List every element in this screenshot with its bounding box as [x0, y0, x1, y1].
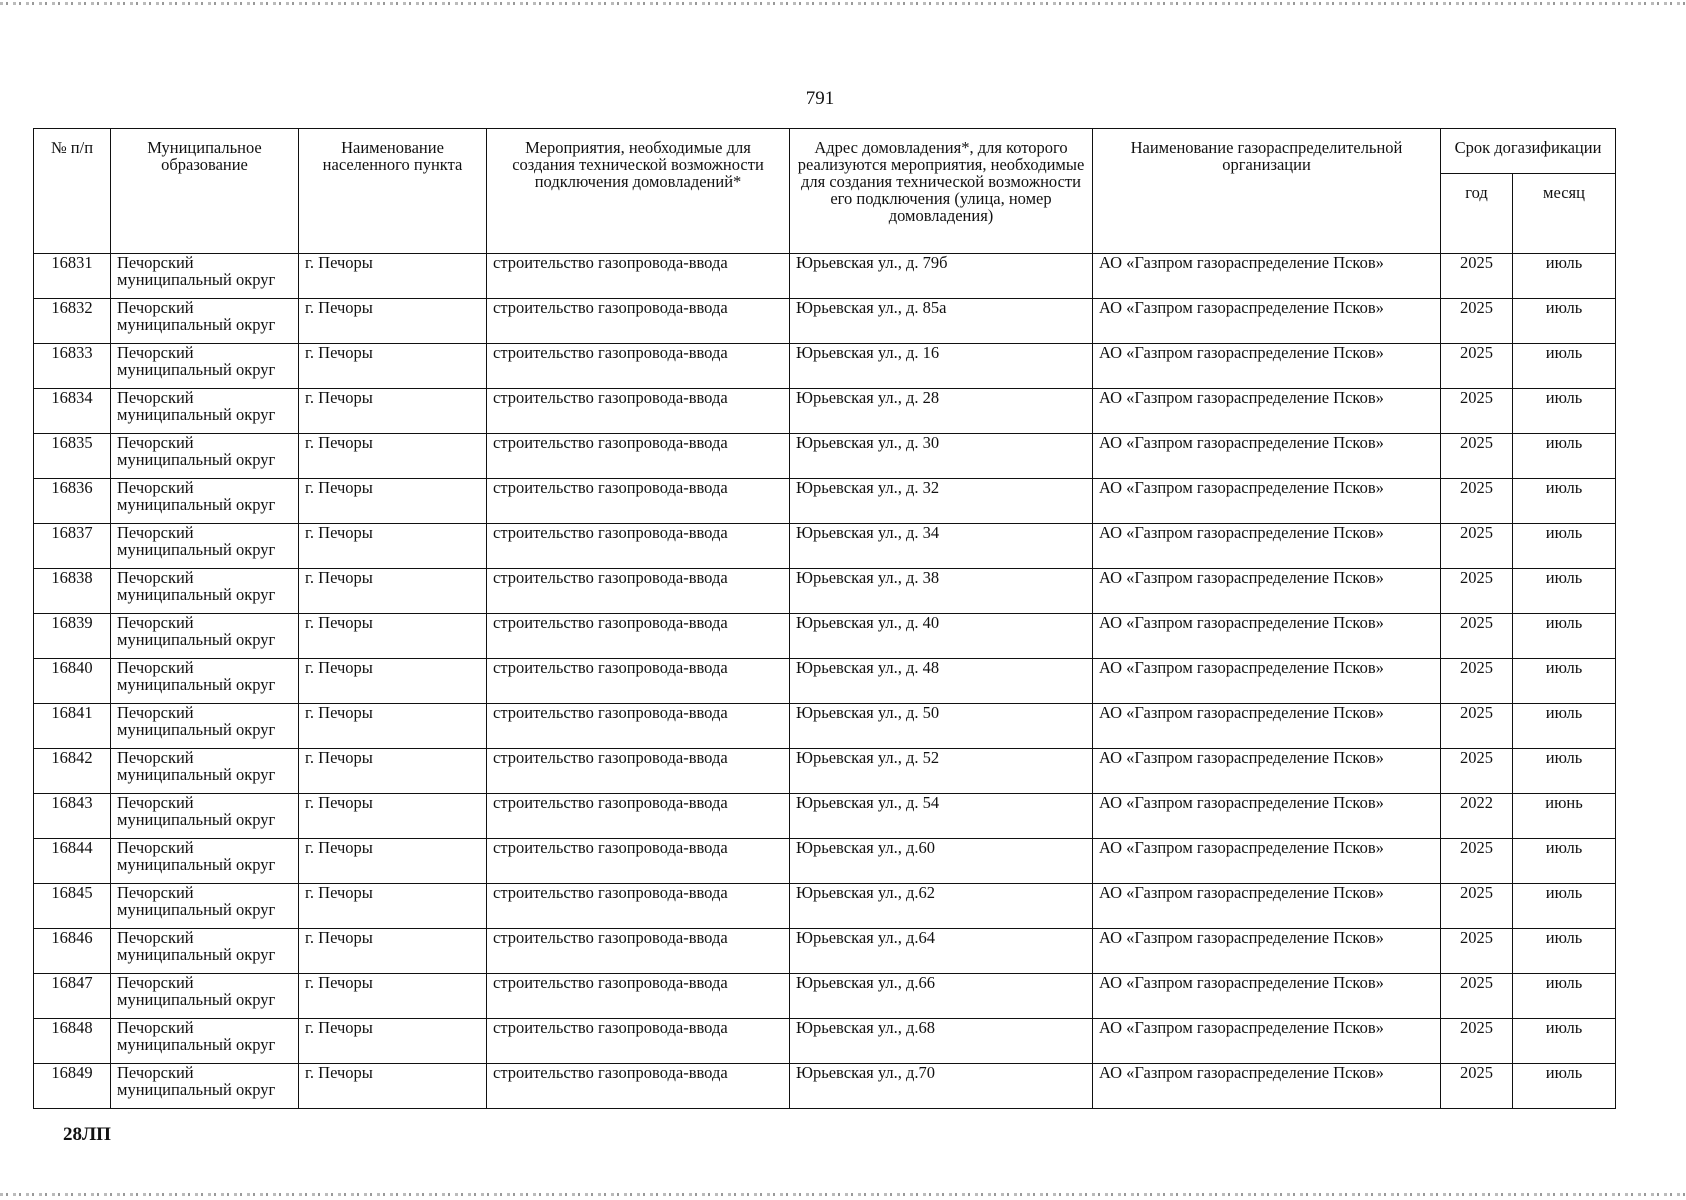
cell-address: Юрьевская ул., д. 79б: [790, 254, 1093, 299]
cell-year: 2025: [1441, 704, 1513, 749]
cell-num: 16839: [34, 614, 111, 659]
cell-year: 2022: [1441, 794, 1513, 839]
cell-num: 16843: [34, 794, 111, 839]
cell-measure: строительство газопровода-ввода: [487, 389, 790, 434]
cell-address: Юрьевская ул., д. 16: [790, 344, 1093, 389]
cell-num: 16848: [34, 1019, 111, 1064]
cell-settlement: г. Печоры: [299, 974, 487, 1019]
cell-organization: АО «Газпром газораспределение Псков»: [1093, 839, 1441, 884]
cell-address: Юрьевская ул., д. 48: [790, 659, 1093, 704]
header-measures: Мероприятия, необходимые для создания технической возможности подключения домовладений*: [487, 129, 790, 254]
cell-address: Юрьевская ул., д.66: [790, 974, 1093, 1019]
cell-address: Юрьевская ул., д. 40: [790, 614, 1093, 659]
cell-municipality: Печорский муниципальный округ: [111, 704, 299, 749]
cell-municipality: Печорский муниципальный округ: [111, 389, 299, 434]
cell-address: Юрьевская ул., д. 28: [790, 389, 1093, 434]
table-row: [34, 344, 1616, 389]
cell-municipality: Печорский муниципальный округ: [111, 749, 299, 794]
cell-year: 2025: [1441, 389, 1513, 434]
cell-address: Юрьевская ул., д. 30: [790, 434, 1093, 479]
cell-month: июль: [1513, 659, 1616, 704]
cell-month: июль: [1513, 299, 1616, 344]
cell-settlement: г. Печоры: [299, 479, 487, 524]
table-row: [34, 524, 1616, 569]
cell-measure: строительство газопровода-ввода: [487, 479, 790, 524]
cell-municipality: Печорский муниципальный округ: [111, 479, 299, 524]
cell-settlement: г. Печоры: [299, 884, 487, 929]
header-term: Срок догазификации: [1441, 129, 1616, 174]
cell-month: июль: [1513, 614, 1616, 659]
cell-year: 2025: [1441, 434, 1513, 479]
cell-organization: АО «Газпром газораспределение Псков»: [1093, 884, 1441, 929]
table-row: [34, 1019, 1616, 1064]
table-body: [34, 254, 1616, 1109]
cell-address: Юрьевская ул., д. 50: [790, 704, 1093, 749]
cell-address: Юрьевская ул., д. 34: [790, 524, 1093, 569]
header-year: год: [1441, 174, 1513, 254]
cell-address: Юрьевская ул., д. 54: [790, 794, 1093, 839]
cell-settlement: г. Печоры: [299, 524, 487, 569]
cell-month: июль: [1513, 479, 1616, 524]
cell-address: Юрьевская ул., д.70: [790, 1064, 1093, 1109]
cell-measure: строительство газопровода-ввода: [487, 614, 790, 659]
cell-measure: строительство газопровода-ввода: [487, 299, 790, 344]
cell-settlement: г. Печоры: [299, 299, 487, 344]
cell-organization: АО «Газпром газораспределение Псков»: [1093, 299, 1441, 344]
header-municipality: Муниципальное образование: [111, 129, 299, 254]
cell-municipality: Печорский муниципальный округ: [111, 434, 299, 479]
cell-settlement: г. Печоры: [299, 1019, 487, 1064]
cell-month: июль: [1513, 1064, 1616, 1109]
cell-organization: АО «Газпром газораспределение Псков»: [1093, 1064, 1441, 1109]
header-settlement: Наименование населенного пункта: [299, 129, 487, 254]
table-row: [34, 1064, 1616, 1109]
cell-num: 16849: [34, 1064, 111, 1109]
table-row: [34, 749, 1616, 794]
cell-organization: АО «Газпром газораспределение Псков»: [1093, 254, 1441, 299]
cell-year: 2025: [1441, 614, 1513, 659]
cell-month: июль: [1513, 254, 1616, 299]
cell-month: июль: [1513, 929, 1616, 974]
cell-num: 16841: [34, 704, 111, 749]
scan-edge-top: [0, 2, 1686, 5]
table-row: [34, 839, 1616, 884]
header-num: № п/п: [34, 129, 111, 254]
cell-year: 2025: [1441, 479, 1513, 524]
cell-settlement: г. Печоры: [299, 434, 487, 479]
cell-settlement: г. Печоры: [299, 1064, 487, 1109]
cell-month: июль: [1513, 974, 1616, 1019]
cell-address: Юрьевская ул., д.60: [790, 839, 1093, 884]
cell-num: 16845: [34, 884, 111, 929]
cell-municipality: Печорский муниципальный округ: [111, 254, 299, 299]
cell-settlement: г. Печоры: [299, 704, 487, 749]
header-address: Адрес домовладения*, для которого реализуются мероприятия, необходимые для создания технической возможности его подключения (улица, номер домовладения): [790, 129, 1093, 254]
cell-organization: АО «Газпром газораспределение Псков»: [1093, 479, 1441, 524]
cell-year: 2025: [1441, 524, 1513, 569]
cell-address: Юрьевская ул., д. 85а: [790, 299, 1093, 344]
table-row: [34, 884, 1616, 929]
cell-year: 2025: [1441, 1064, 1513, 1109]
cell-municipality: Печорский муниципальный округ: [111, 974, 299, 1019]
cell-measure: строительство газопровода-ввода: [487, 344, 790, 389]
cell-municipality: Печорский муниципальный округ: [111, 569, 299, 614]
cell-year: 2025: [1441, 929, 1513, 974]
cell-month: июль: [1513, 704, 1616, 749]
cell-year: 2025: [1441, 1019, 1513, 1064]
cell-measure: строительство газопровода-ввода: [487, 1019, 790, 1064]
table-row: [34, 974, 1616, 1019]
cell-month: июль: [1513, 884, 1616, 929]
cell-num: 16835: [34, 434, 111, 479]
table-row: [34, 659, 1616, 704]
cell-municipality: Печорский муниципальный округ: [111, 1064, 299, 1109]
cell-month: июль: [1513, 434, 1616, 479]
cell-municipality: Печорский муниципальный округ: [111, 299, 299, 344]
cell-month: июль: [1513, 524, 1616, 569]
cell-year: 2025: [1441, 839, 1513, 884]
cell-organization: АО «Газпром газораспределение Псков»: [1093, 929, 1441, 974]
cell-year: 2025: [1441, 569, 1513, 614]
cell-month: июль: [1513, 569, 1616, 614]
cell-num: 16833: [34, 344, 111, 389]
cell-month: июль: [1513, 749, 1616, 794]
cell-organization: АО «Газпром газораспределение Псков»: [1093, 344, 1441, 389]
header-month: месяц: [1513, 174, 1616, 254]
cell-address: Юрьевская ул., д. 52: [790, 749, 1093, 794]
page-number: 791: [805, 88, 835, 109]
cell-settlement: г. Печоры: [299, 389, 487, 434]
table-row: [34, 614, 1616, 659]
table-row: [34, 929, 1616, 974]
cell-organization: АО «Газпром газораспределение Псков»: [1093, 524, 1441, 569]
cell-measure: строительство газопровода-ввода: [487, 254, 790, 299]
cell-measure: строительство газопровода-ввода: [487, 839, 790, 884]
cell-month: июль: [1513, 389, 1616, 434]
cell-num: 16836: [34, 479, 111, 524]
cell-municipality: Печорский муниципальный округ: [111, 344, 299, 389]
cell-municipality: Печорский муниципальный округ: [111, 794, 299, 839]
cell-year: 2025: [1441, 344, 1513, 389]
cell-address: Юрьевская ул., д. 32: [790, 479, 1093, 524]
cell-municipality: Печорский муниципальный округ: [111, 614, 299, 659]
cell-year: 2025: [1441, 299, 1513, 344]
cell-municipality: Печорский муниципальный округ: [111, 1019, 299, 1064]
table-row: [34, 299, 1616, 344]
scan-edge-bottom: [0, 1193, 1686, 1196]
header-organization: Наименование газораспределительной организации: [1093, 129, 1441, 254]
cell-organization: АО «Газпром газораспределение Псков»: [1093, 1019, 1441, 1064]
cell-measure: строительство газопровода-ввода: [487, 659, 790, 704]
cell-num: 16831: [34, 254, 111, 299]
cell-organization: АО «Газпром газораспределение Псков»: [1093, 434, 1441, 479]
cell-settlement: г. Печоры: [299, 254, 487, 299]
cell-measure: строительство газопровода-ввода: [487, 974, 790, 1019]
cell-organization: АО «Газпром газораспределение Псков»: [1093, 794, 1441, 839]
cell-num: 16842: [34, 749, 111, 794]
cell-measure: строительство газопровода-ввода: [487, 569, 790, 614]
cell-num: 16837: [34, 524, 111, 569]
cell-settlement: г. Печоры: [299, 659, 487, 704]
cell-num: 16846: [34, 929, 111, 974]
cell-year: 2025: [1441, 659, 1513, 704]
cell-measure: строительство газопровода-ввода: [487, 884, 790, 929]
gasification-table: [33, 128, 1616, 1109]
cell-num: 16847: [34, 974, 111, 1019]
cell-month: июль: [1513, 1019, 1616, 1064]
cell-month: июль: [1513, 344, 1616, 389]
cell-num: 16832: [34, 299, 111, 344]
cell-num: 16840: [34, 659, 111, 704]
cell-address: Юрьевская ул., д.62: [790, 884, 1093, 929]
cell-month: июнь: [1513, 794, 1616, 839]
footer-code: 28ЛП: [63, 1124, 111, 1145]
cell-settlement: г. Печоры: [299, 929, 487, 974]
table-row: [34, 254, 1616, 299]
cell-year: 2025: [1441, 974, 1513, 1019]
cell-organization: АО «Газпром газораспределение Псков»: [1093, 614, 1441, 659]
cell-measure: строительство газопровода-ввода: [487, 704, 790, 749]
table-row: [34, 704, 1616, 749]
cell-municipality: Печорский муниципальный округ: [111, 929, 299, 974]
cell-settlement: г. Печоры: [299, 569, 487, 614]
cell-settlement: г. Печоры: [299, 839, 487, 884]
cell-measure: строительство газопровода-ввода: [487, 524, 790, 569]
cell-organization: АО «Газпром газораспределение Псков»: [1093, 389, 1441, 434]
cell-municipality: Печорский муниципальный округ: [111, 884, 299, 929]
cell-measure: строительство газопровода-ввода: [487, 794, 790, 839]
cell-address: Юрьевская ул., д.68: [790, 1019, 1093, 1064]
cell-year: 2025: [1441, 884, 1513, 929]
cell-address: Юрьевская ул., д. 38: [790, 569, 1093, 614]
table-row: [34, 479, 1616, 524]
cell-measure: строительство газопровода-ввода: [487, 749, 790, 794]
cell-month: июль: [1513, 839, 1616, 884]
table-row: [34, 794, 1616, 839]
table-row: [34, 434, 1616, 479]
cell-settlement: г. Печоры: [299, 794, 487, 839]
table-header-row: [34, 129, 1616, 174]
cell-settlement: г. Печоры: [299, 614, 487, 659]
cell-municipality: Печорский муниципальный округ: [111, 659, 299, 704]
cell-organization: АО «Газпром газораспределение Псков»: [1093, 704, 1441, 749]
table-row: [34, 389, 1616, 434]
cell-year: 2025: [1441, 749, 1513, 794]
cell-measure: строительство газопровода-ввода: [487, 434, 790, 479]
cell-municipality: Печорский муниципальный округ: [111, 839, 299, 884]
cell-num: 16838: [34, 569, 111, 614]
cell-municipality: Печорский муниципальный округ: [111, 524, 299, 569]
cell-year: 2025: [1441, 254, 1513, 299]
cell-num: 16834: [34, 389, 111, 434]
cell-organization: АО «Газпром газораспределение Псков»: [1093, 569, 1441, 614]
cell-num: 16844: [34, 839, 111, 884]
cell-organization: АО «Газпром газораспределение Псков»: [1093, 974, 1441, 1019]
cell-measure: строительство газопровода-ввода: [487, 1064, 790, 1109]
cell-settlement: г. Печоры: [299, 344, 487, 389]
cell-address: Юрьевская ул., д.64: [790, 929, 1093, 974]
cell-organization: АО «Газпром газораспределение Псков»: [1093, 659, 1441, 704]
cell-settlement: г. Печоры: [299, 749, 487, 794]
table-row: [34, 569, 1616, 614]
cell-measure: строительство газопровода-ввода: [487, 929, 790, 974]
cell-organization: АО «Газпром газораспределение Псков»: [1093, 749, 1441, 794]
